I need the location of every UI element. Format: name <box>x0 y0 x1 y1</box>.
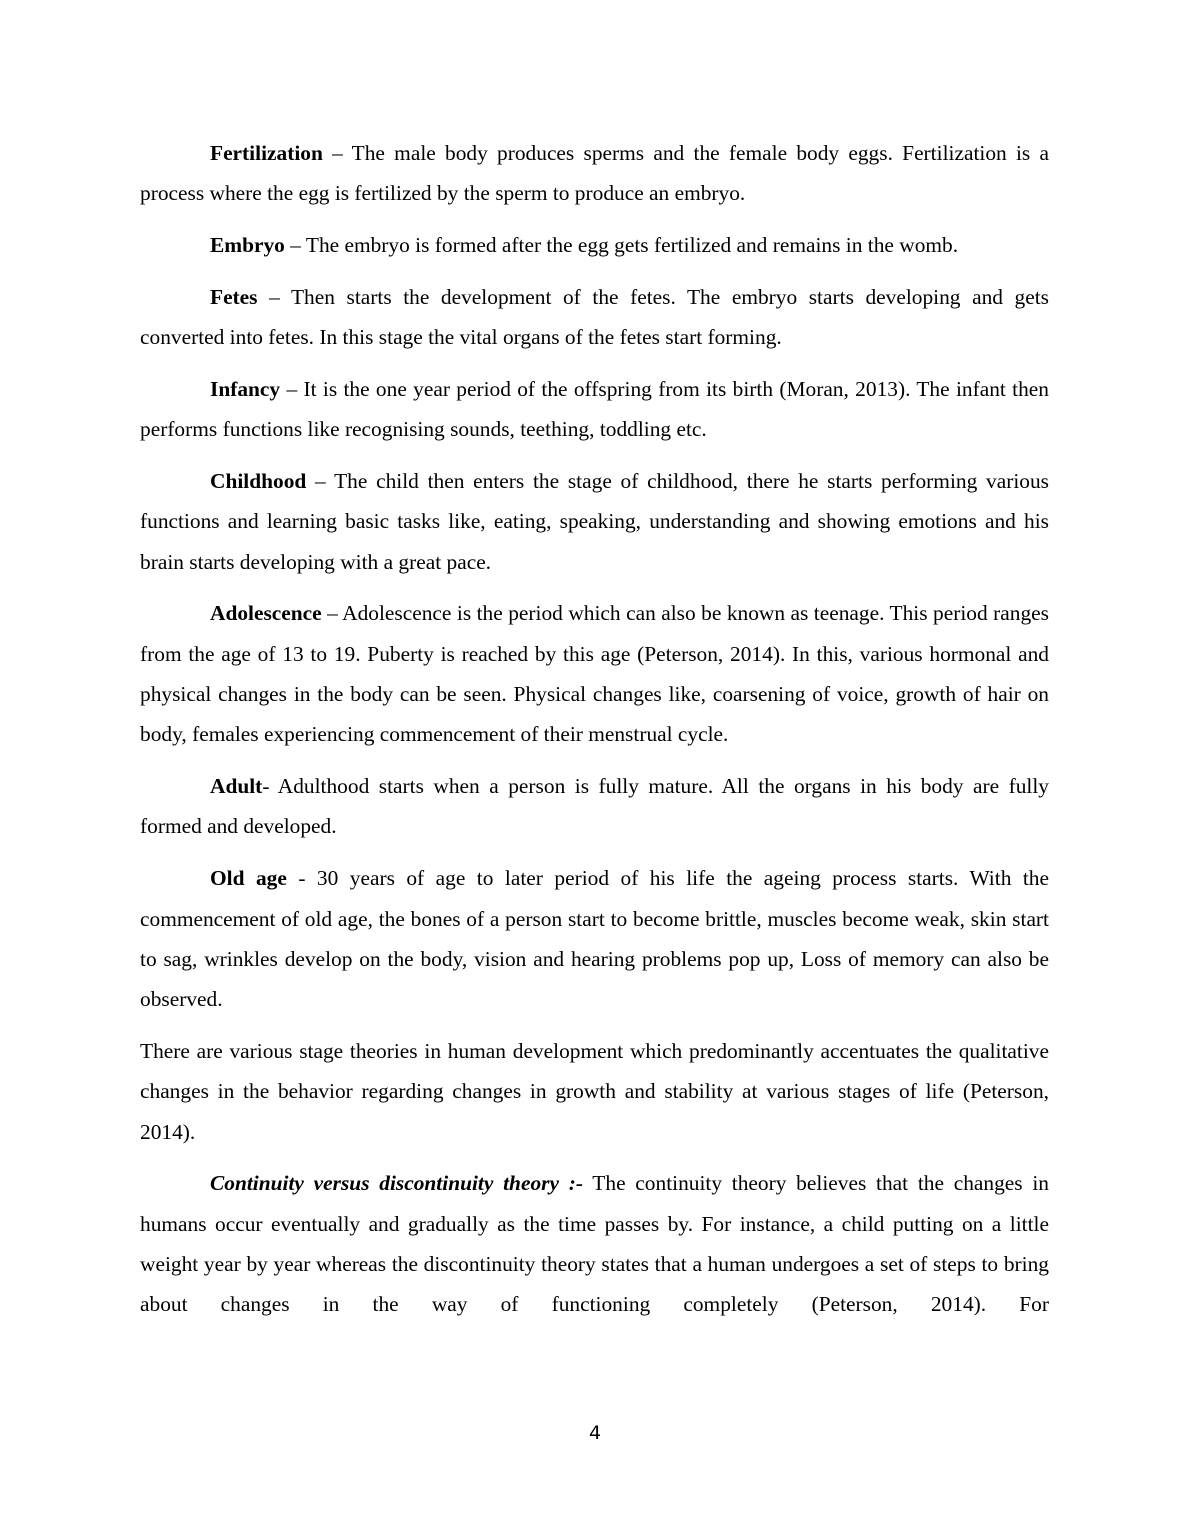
paragraph-text: – The child then enters the stage of childhood, there he starts performing various functions and learning basic tasks like, eating, speaking, understanding and showing emotions and his brain starts developing with a great pace. <box>140 469 1049 574</box>
paragraph-adolescence <box>140 593 1049 754</box>
term-childhood: Childhood <box>210 469 307 494</box>
paragraph-text: – The embryo is formed after the egg gets fertilized and remains in the womb. <box>284 233 959 258</box>
page-number: 4 <box>588 1422 602 1444</box>
document-body <box>140 133 1049 1325</box>
paragraph-text: - Adulthood starts when a person is fully mature. All the organs in his body are fully formed and developed. <box>140 774 1049 839</box>
term-old-age: Old age <box>210 866 287 891</box>
paragraph-text: – It is the one year period of the offspring from its birth (Moran, 2013). The infant then performs functions like recognising sounds, teething, toddling etc. <box>140 376 1049 442</box>
paragraph-stage-theories: There are various stage theories in human development which predominantly accentuates the qualitative changes in the behavior regarding changes in growth and stability at various stages of life (Peterson, 2014). <box>140 1038 1049 1144</box>
paragraph-infancy <box>140 369 1049 450</box>
paragraph-text: – Adolescence is the period which can also be known as teenage. This period ranges from the age of 13 to 19. Puberty is reached by this age (Peterson, 2014). In this, various hormonal and physical changes in the body can be seen. Physical changes like, coarsening of voice, growth of hair on body, females experiencing commencement of their menstrual cycle. <box>140 601 1049 747</box>
paragraph-old-age <box>140 858 1049 1019</box>
paragraph-text: The continuity theory believes that the changes in humans occur eventually and gradually as the time passes by. For instance, a child putting on a little weight year by year whereas the discontinuity theory states that a human undergoes a set of steps to bring about changes in the way of functioning completely (Peterson, 2014). For <box>140 1171 1049 1317</box>
paragraph-text: – Then starts the development of the fetes. The embryo starts developing and gets converted into fetes. In this stage the vital organs of the fetes start forming. <box>140 284 1049 350</box>
term-continuity-theory: Continuity versus discontinuity theory :- <box>210 1171 583 1196</box>
term-adult: Adult <box>210 774 263 799</box>
term-adolescence: Adolescence <box>210 601 322 626</box>
paragraph-fetes <box>140 277 1049 358</box>
paragraph-childhood <box>140 461 1049 582</box>
paragraph-text: – The male body produces sperms and the female body eggs. Fertilization is a process where the egg is fertilized by the sperm to produce an embryo. <box>140 141 1049 206</box>
paragraph-adult <box>140 766 1049 847</box>
paragraph-text: - 30 years of age to later period of his life the ageing process starts. With the commencement of old age, the bones of a person start to become brittle, muscles become weak, skin start to sag, wrinkles develop on the body, vision and hearing problems pop up, Loss of memory can also be observed. <box>140 866 1049 1012</box>
paragraph-continuity-theory <box>140 1163 1049 1324</box>
paragraph-fertilization <box>140 133 1049 214</box>
paragraph-embryo <box>140 225 1049 265</box>
term-fertilization: Fertilization <box>210 141 323 165</box>
term-fetes: Fetes <box>210 284 258 309</box>
term-infancy: Infancy <box>210 376 281 401</box>
term-embryo: Embryo <box>210 233 285 258</box>
